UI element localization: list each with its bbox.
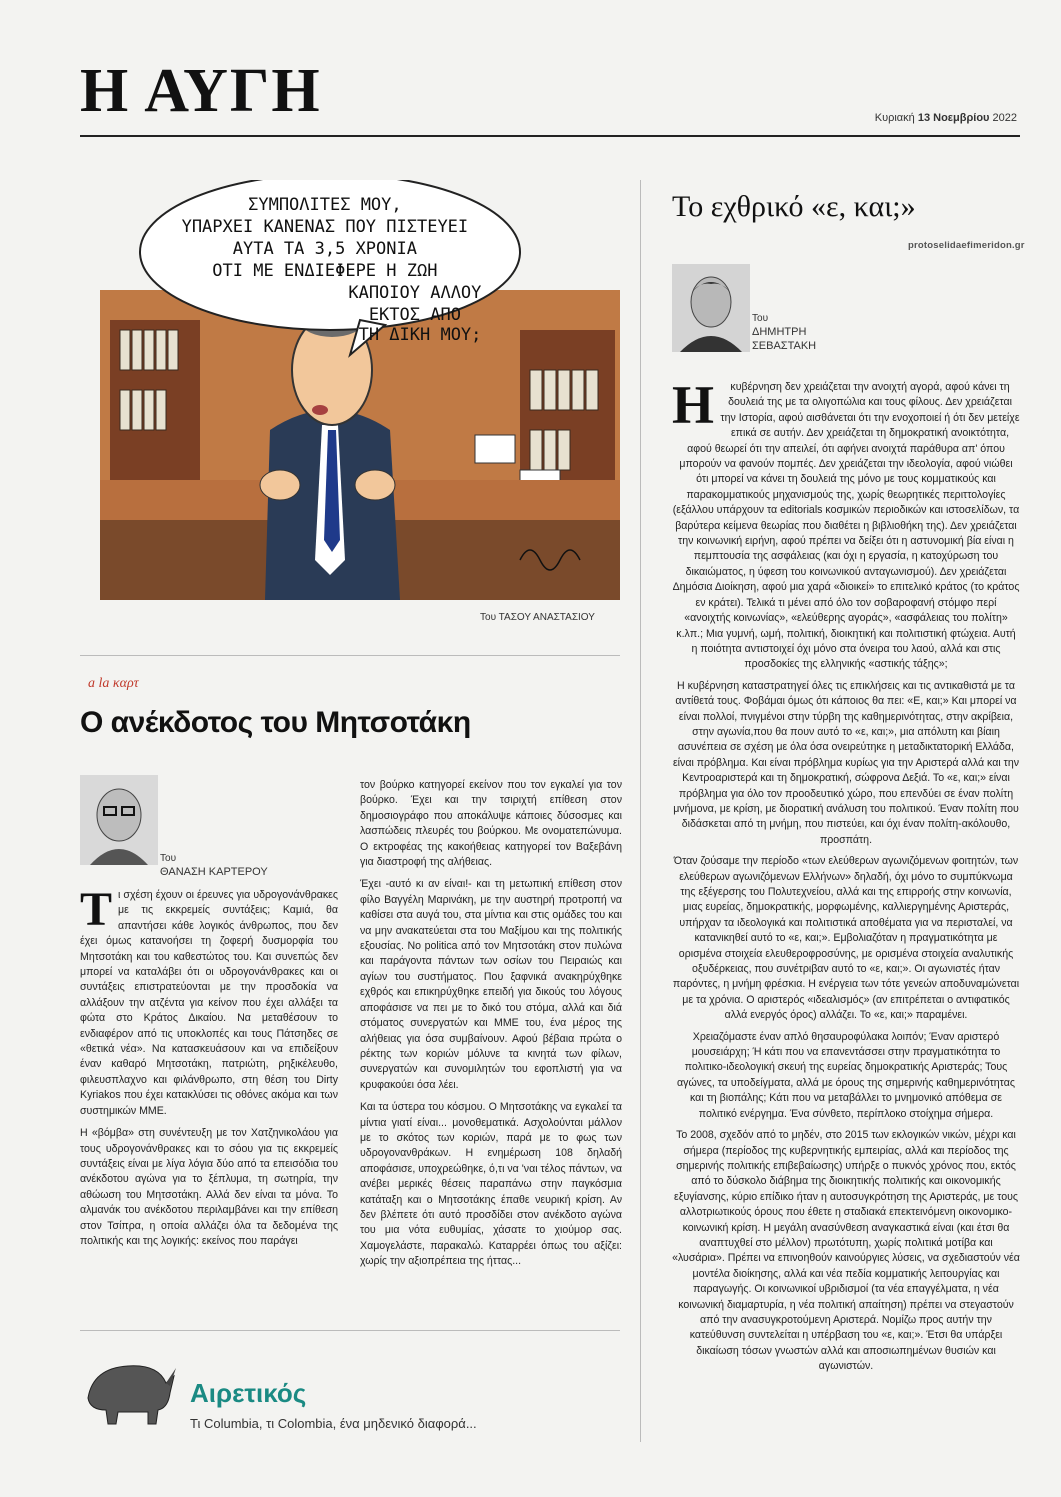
article-kicker: a la καρτ [88, 676, 139, 691]
speech-line-2: ΥΠΑΡΧΕΙ ΚΑΝΕΝΑΣ ΠΟΥ ΠΙΣΤΕΥΕΙ [181, 217, 469, 237]
section-divider [80, 655, 620, 656]
masthead-rule [80, 135, 1020, 137]
paragraph: Η «βόμβα» στη συνέντευξη με τον Χατζηνικολάου για τους υδρογονάνθρακες και το σόου για τις εκκρεμείς συντάξεις είναι με λίγα λόγια δύο από τα επεισόδια του ανέκδοτου αγώνα για το ξέπλυμα, τη σωτηρία, την αθώωση του Μητσοτάκη. Αλλά δεν είναι τα μόνα. Το αλμανάκ του ανέκδοτου περιλαμβάνει και την επίθεση στον Τσίπρα, η οποία αλλάζει όλα τα δεδομένα της πολιτικής και της λογικής: εκείνος που παράγει [80, 1127, 338, 1247]
article-column-1 [80, 883, 338, 1256]
rhino-icon [78, 1338, 178, 1428]
paragraph: τον βούρκο κατηγορεί εκείνον που τον εγκαλεί για τον βούρκο. Έχει και την τσιριχτή επίθεση στον δημοσιογράφο που αποκάλυψε κάποιες δύσοσμες και λασπώδεις πλευρές του βούρκου. Με ονοματεπώνυμα. Ο εκτροφέας της κακοήθειας κατηγορεί τον Βαξεβάνη για διαστροφή της αλήθειας. [360, 779, 622, 869]
paragraph: Όταν ζούσαμε την περίοδο «των ελεύθερων αγωνιζόμενων φοιτητών, των ελεύθερων αγωνιζόμενων Ελλήνων» δηλαδή, όχι μόνο το συμπύκνωμα της εξέγερσης του Πολυτεχνείου, αλλά και της επιρροής στην κοινωνία, μιας ευρείας, δημοκρατικής, μορφωμένης, καλλιεργημένης Αριστεράς, υπήρχαν τα ιδεολογικά και πολιτιστικά αποθέματα για να περισταλεί, να κατανικηθεί αυτό το «ε, και;». Εμβολιαζόταν η πραγματικότητα με ορισμένα στοιχεία ελευθεροφροσύνης, με ορισμένα στοιχεία αναλυτικής οξυδέρκειας, που συνέτριβαν αυτό το «ε, και;». Οι αγωνιστές ήταν παρόντες, η μνήμη φρέσκια. Η ενέργεια των τότε γενεών αποδυναμώνεται με τα χρόνια. Ο αριστερός «ιδεαλισμός» (αν επιτρέπεται ο αντιφατικός αλλά ενεργός όρος) αλλάζει. Το «ε, και;» παραμένει. [672, 855, 1020, 1022]
drop-cap: Η [672, 375, 715, 435]
column-subtitle: Τι Columbia, τι Colombia, ένα μηδενικό διαφορά... [190, 1416, 477, 1431]
drop-cap: Τ [80, 883, 113, 936]
paragraph: Χρειαζόμαστε έναν απλό θησαυροφύλακα λοιπόν; Έναν αριστερό μουσειάρχη; Ή κάτι που να επανεντάσσει στην πραγματικότητα το πολιτικο-ιδεολογική σκευή της ευρείας δημοκρατικής Αριστεράς; Τους αγώνες, τα υποδείγματα, αλλά με όρους της σημερινής καθημερινότητας και τη βιοπάλης; Κάτι που να μεταβάλλει το μνημονικό απόθεμα σε πολιτικό ενέργημα. Ένα σύνθετο, περίπλοκο στοίχημα σήμερα. [677, 1030, 1015, 1120]
byline-name-first: ΔΗΜΗΤΡΗ [752, 326, 807, 338]
byline-name-last: ΣΕΒΑΣΤΑΚΗ [752, 340, 817, 353]
speech-line-5: ΚΑΠΟΙΟΥ ΑΛΛΟΥ [348, 283, 482, 303]
column-divider [640, 180, 641, 1442]
article-column-right [672, 375, 1020, 1381]
cartoon-credit-name: ΤΑΣΟΥ ΑΝΑΣΤΑΣΙΟΥ [498, 612, 595, 623]
date-year: 2022 [992, 112, 1017, 124]
article-column-2 [360, 778, 622, 1277]
section-divider [80, 1330, 620, 1331]
article-headline: Ο ανέκδοτος του Μητσοτάκη [80, 706, 471, 739]
column-title: Αιρετικός [190, 1378, 307, 1408]
author-byline [160, 852, 268, 879]
cartoon-credit [480, 612, 595, 623]
date-day: Κυριακή [874, 112, 915, 124]
speech-line-7: ΤΗ ΔΙΚΗ ΜΟΥ; [358, 325, 482, 345]
speech-line-3: ΑΥΤΑ ΤΑ 3,5 ΧΡΟΝΙΑ [232, 239, 417, 259]
cartoon-credit-prefix: Του [480, 612, 497, 623]
paragraph: Το 2008, σχεδόν από το μηδέν, στο 2015 των εκλογικών νικών, μέχρι και σήμερα (περίοδος της κυβερνητικής εμπειρίας, αλλά και περίοδος της σημερινής πολιτικής επιβεβαίωσης) υπήρξε ο πυκνός χρόνος που, εκτός από το δύσκολο διάβημα της διοικητικής πολιτικής και οικονομικής εξυγίανσης, κύριο επίδικο ήταν η αυτοσυγκρότηση της Αριστεράς, με τους αλλοτριωτικούς όρους που έθετε η σταδιακά επεκτεινόμενη οικονομικο-κοινωνική κρίση. Η μεγάλη ανασύνθεση αναγκαστικά είναι (και έτσι θα αναπτυχθεί στο μέλλον) πρωτότυπη, χωρίς πολιτικά μοτίβα και «λυσάρια». Πρέπει να επινοηθούν καινούργιες λύσεις, να σχεδιαστούν νέα μοντέλα διοίκησης, αλλά και νέα πεδία κομματικής λειτουργίας και παραγωγής. Οι κοινωνικοί υβριδισμοί (τα νέα επαγγέλματα, η νέα κοινωνική διαμαρτυρία, η νέα πολιτική απαίτηση) πρέπει να στεγαστούν από την ανασυγκροτούμενη Αριστερά. Νομίζω προς αυτήν την κατεύθυνση συντελείται η υπέρβαση του «ε, και;». Έτσι θα υπάρξει δικαίωση τόσων γνωστών αλλά και αποσιωπημένων θυσιών και αγωνιστών. [672, 1129, 1020, 1373]
paragraph: Και τα ύστερα του κόσμου. Ο Μητσοτάκης να εγκαλεί τα μίντια γιατί είναι... μονοθεματικά. Ασχολούνται μάλλον με το σκότος των κοριών, παρά με το φως των υδρογονανθράκων. Η ενημέρωση 108 δηλαδή αποφάσισε, υποχρεώθηκε, ό,τι να 'ναι τέλος πάντων, να ανέβει μερικές θέσεις παραπάνω στην παγκόσμια κατάταξη και ο Μητσοτάκης έπαθε νευρική κρίση. Αν δεν βλέπετε ότι αυτό προσδίδει στον ανέκδοτο αγώνα του μια νότα ευθυμίας, χάσατε το χιούμορ σας. Χαμογελάστε, παρακαλώ. Καταρρέει όπως του αξίζει: χωρίς την αξιοπρέπεια της ήττας... [360, 1101, 622, 1268]
speech-line-4: ΟΤΙ ΜΕ ΕΝΔΙΕΦΕΡΕ Η ΖΩΗ [212, 261, 438, 281]
paragraph: Η κυβέρνηση δεν χρειάζεται την ανοιχτή αγορά, αφού κάνει τη δουλειά της με τα ολιγοπώλια και τους φίλους. Δεν χρειάζεται την Ιστορία, αφού αισθάνεται ότι την ενοχοποιεί ή ότι δεν μετείχε επικά σε αυτήν. Δεν χρειάζεται τη δημοκρατική ανοικτότητα, αφού θεωρεί ότι την απειλεί, ότι αφήνει ανοιχτά παράθυρα απ' όπου μπορούν να φανούν πομπές. Δεν χρειάζεται την ιδεολογία, αφού νιώθει ότι μπορεί να κάνει τη δουλειά της μόνο με τους κομματικούς και παρακομματικούς μηχανισμούς της, χωρίς θεωρητικές περιττολογίες (εξάλλου υπάρχουν τα editorials κοσμικών περιοδικών και ιστοσελίδων, τα βαρύτερα κείμενα θεωρίας που διαθέτει η βιβλιοθήκη της). Δεν χρειάζεται την κοινωνική ειρήνη, αφού πρέπει να δείξει ότι η αστυνομική βία είναι η πεμπτουσία της ασφάλειας (και όχι η εργασία, η κατοχύρωση του δικαιώματος, η ύφεση του κοινωνικού ανταγωνισμού). Δεν χρειάζεται Δημόσια Διοίκηση, αφού μια χαρά «διοικεί» το επιτελικό κράτος (το κράτος εν κράτει). Τελικά τι μένει από όλο τον σοβαροφανή στόμφο περί «ανοιχτής κοινωνίας», «ελεύθερης αγοράς», «ασφάλειας του πολίτη» κ.λπ.; Μια γυμνή, ωμή, πολιτική, διοικητική και πολιτιστική φτώχεια. Αυτή η ποιότητα αντιστοιχεί όχι μόνο στα όνειρα του λαού, αλλά και στις προσδοκίες της ελληνικής «αστικής τάξης»; [672, 375, 1020, 671]
paragraph: Τι σχέση έχουν οι έρευνες για υδρογονάνθρακες με τις εκκρεμείς συντάξεις; Καμιά, θα απαντήσει κάθε λογικός άνθρωπος, που δεν έχει όμως κατανοήσει τη ζοφερή δυσμορφία του Μητσοτάκη και του καθεστώτος του. Και συνεπώς δεν μπορεί να καταλάβει ότι οι υδρογονάνθρακες και οι συντάξεις επιστρατεύονται με την προσδοκία να αλλάξουν την ατζέντα για κείνον που έχει αλλάξει τα φώτα στο Κράτος Δικαίου. Να μεταθέσουν το ενδιαφέρον από τις υποκλοπές και τους Πάτσηδες σε «θετικά νέα». Να κατασκευάσουν και να επιδείξουν έναν καθαρό Μητσοτάκη, πατριώτη, ρηξικέλευθο, φιλευσπλαχνο και φιλάνθρωπο, στη θέση του Dirty Kyriakos που έχει κατακλύσει τις οθόνες ακόμα και των συστημικών ΜΜΕ. [80, 883, 338, 1117]
speech-line-6: ΕΚΤΟΣ ΑΠΟ [368, 305, 461, 325]
byline-name: ΘΑΝΑΣΗ ΚΑΡΤΕΡΟΥ [160, 866, 268, 878]
author-photo-right [672, 264, 750, 352]
byline-prefix: Του [160, 853, 177, 864]
cartoon-illustration [100, 180, 620, 600]
author-photo [80, 775, 158, 865]
date-day-month: 13 Νοεμβρίου [917, 112, 990, 124]
author-byline-right [752, 312, 816, 354]
article-headline-right: Το εχθρικό «ε, και;» [672, 190, 916, 223]
paragraph: Η κυβέρνηση καταστρατηγεί όλες τις επικλήσεις και τις αντικαθιστά με τα αντίθετά τους. Φοβάμαι όμως ότι κάποιος θα πει: «Ε, και;» Και μπορεί να είναι πολλοί, πνιγμένοι στην τύρβη της καθημερινότητας, στην ακρίβεια, στην αγωνία,που θα πουν αυτό το «ε, και;», μια απόλυτη και βίαιη ασυνέπεια σε σχέση με όλα όσα ονειρεύτηκε η μεταδικτατορική Ελλάδα, είναι πρόβλημα. Και είναι πρόβλημα κυρίως για την Αριστερά αλλά και την Κεντροαριστερά και τη δημοκρατική, σώφρονα Δεξιά. Το «ε, και;» είναι πρόβλημα για όλο τον προοδευτικό χώρο, που επενδύει σε έναν πολίτη μνήμονα, με κρίση, με διορατική ανάλυση του πολιτικού. Έναν πολίτη που διδάσκεται από τη μνήμη, που πιστεύει, και όχι έναν πολίτη-ακόλουθο, προσπάτη. [672, 679, 1020, 846]
dateline [875, 112, 1017, 124]
byline-prefix: Του [752, 313, 769, 324]
paragraph: Έχει -αυτό κι αν είναι!- και τη μετωπική επίθεση στον φίλο Βαγγέλη Μαρινάκη, με την αυστηρή προτροπή να καθίσει στα αυγά του, στα μίντια και στις ομάδες του και να μην ανακατεύεται στα του Μαξίμου και της πολιτικής εξουσίας. No politica από τον Μητσοτάκη στον πυλώνα και παράγοντα πάντων των οσίων του Πειραιώς και αγίων του συστήματος. Που ξαφνικά ανακηρύχθηκε εχθρός και επικηρύχθηκε επειδή για δικούς του λόγους αποφάσισε να πει με το δικό του στόμα, αλλά και διά στόματος συνεργατών και ΜΜΕ του, ένα μέρος της αλήθειας για όσα συμβαίνουν. Αφού βέβαια πρώτα ο ρέκτης των κοριών μόλυνε τα κινητά των φίλων, συνεργατών και συνομιλητών του εφοπλιστή για να κρυφακούει όσα λέει. [360, 878, 622, 1091]
watermark: protoselidaefimeridon.gr [908, 240, 1025, 251]
masthead: Η ΑΥΓΗ [80, 57, 322, 125]
speech-line-1: ΣΥΜΠΟΛΙΤΕΣ ΜΟΥ, [248, 195, 402, 215]
